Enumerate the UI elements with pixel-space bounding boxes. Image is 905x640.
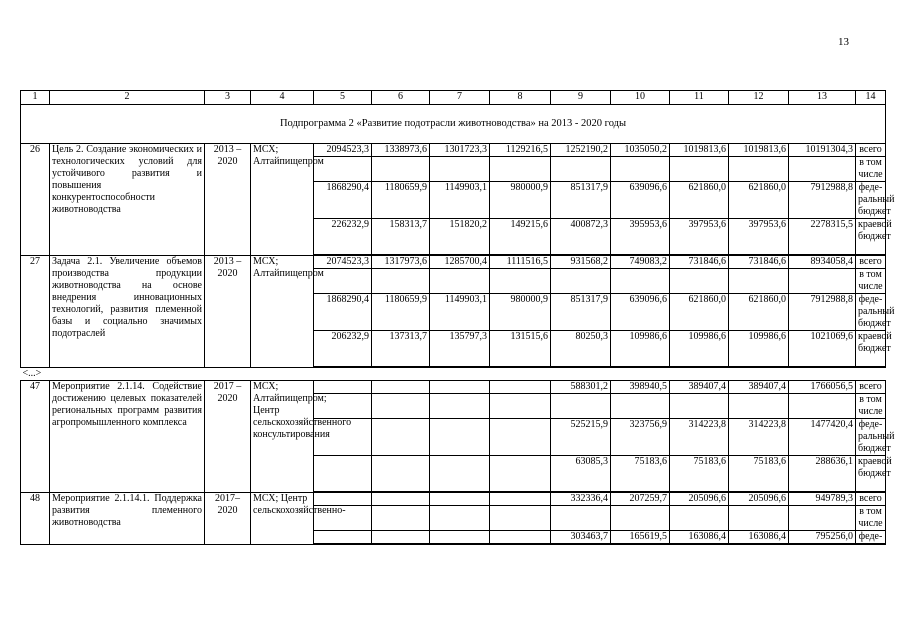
value-cell — [372, 456, 430, 492]
value-cell — [490, 157, 551, 182]
value-cell: 1180659,9 — [372, 182, 430, 219]
value-cell: 75183,6 — [670, 456, 729, 492]
value-cell: 1338973,6 — [372, 144, 430, 157]
value-cell: 63085,3 — [551, 456, 611, 492]
value-cell: 1021069,6 — [789, 331, 856, 367]
funding-label: феде-ральный бюджет — [856, 419, 886, 456]
value-cell: 314223,8 — [729, 419, 789, 456]
value-cell — [670, 269, 729, 294]
value-cell — [611, 506, 670, 531]
col-header: 3 — [205, 91, 251, 105]
value-cell: 131515,6 — [490, 331, 551, 367]
spacer-cell — [856, 544, 886, 545]
value-cell: 303463,7 — [551, 531, 611, 544]
value-cell: 10191304,3 — [789, 144, 856, 157]
value-cell — [611, 394, 670, 419]
value-cell — [430, 531, 490, 544]
ellipsis-marker: <...> — [21, 368, 886, 381]
value-cell — [551, 506, 611, 531]
value-cell — [314, 531, 372, 544]
value-cell: 1301723,3 — [430, 144, 490, 157]
value-cell: 1285700,4 — [430, 256, 490, 269]
value-cell — [670, 157, 729, 182]
value-cell: 731846,6 — [670, 256, 729, 269]
value-cell: 749083,2 — [611, 256, 670, 269]
col-header: 2 — [50, 91, 205, 105]
value-cell: 158313,7 — [372, 219, 430, 255]
executor: МСХ; Алтайпищепром; Центр сельскохозяйственного консультирования — [251, 381, 314, 493]
value-cell: 165619,5 — [611, 531, 670, 544]
value-cell — [729, 269, 789, 294]
value-cell: 1035050,2 — [611, 144, 670, 157]
spacer-cell — [611, 544, 670, 545]
value-cell: 135797,3 — [430, 331, 490, 367]
value-cell: 7912988,8 — [789, 294, 856, 331]
value-cell — [729, 506, 789, 531]
row-number: 27 — [21, 256, 50, 368]
value-cell — [789, 506, 856, 531]
value-cell: 205096,6 — [670, 493, 729, 506]
value-cell: 151820,2 — [430, 219, 490, 255]
value-cell: 1129216,5 — [490, 144, 551, 157]
value-cell: 80250,3 — [551, 331, 611, 367]
funding-label: всего — [856, 381, 886, 394]
value-cell: 207259,7 — [611, 493, 670, 506]
executor: МСХ; Центр сельскохозяйственно- — [251, 493, 314, 545]
funding-label: феде- — [856, 531, 886, 544]
subprogram-title: Подпрограмма 2 «Развитие подотрасли животноводства» на 2013 - 2020 годы — [21, 105, 886, 144]
value-cell: 226232,9 — [314, 219, 372, 255]
col-header: 13 — [789, 91, 856, 105]
executor: МСХ; Алтайпищепром — [251, 256, 314, 368]
period: 2017 – 2020 — [205, 381, 251, 493]
row-number: 26 — [21, 144, 50, 256]
spacer-cell — [551, 544, 611, 545]
value-cell — [670, 394, 729, 419]
value-cell: 389407,4 — [670, 381, 729, 394]
value-cell — [490, 506, 551, 531]
value-cell: 205096,6 — [729, 493, 789, 506]
value-cell: 397953,6 — [729, 219, 789, 255]
value-cell — [490, 493, 551, 506]
value-cell — [430, 157, 490, 182]
spacer-cell — [372, 544, 430, 545]
value-cell: 1180659,9 — [372, 294, 430, 331]
table-row — [21, 144, 886, 157]
value-cell — [430, 493, 490, 506]
col-header: 10 — [611, 91, 670, 105]
value-cell — [372, 381, 430, 394]
value-cell: 2074523,3 — [314, 256, 372, 269]
value-cell: 314223,8 — [670, 419, 729, 456]
item-name: Мероприятие 2.1.14. Содействие достижению целевых показателей региональных программ развития агропромышленного комплекса — [50, 381, 205, 493]
value-cell: 163086,4 — [670, 531, 729, 544]
col-header: 5 — [314, 91, 372, 105]
funding-label: в том числе — [856, 269, 886, 294]
value-cell — [372, 493, 430, 506]
value-cell: 1252190,2 — [551, 144, 611, 157]
value-cell — [372, 157, 430, 182]
value-cell: 795256,0 — [789, 531, 856, 544]
value-cell: 621860,0 — [670, 294, 729, 331]
value-cell: 851317,9 — [551, 294, 611, 331]
value-cell: 2278315,5 — [789, 219, 856, 255]
value-cell — [789, 394, 856, 419]
value-cell: 137313,7 — [372, 331, 430, 367]
value-cell: 1766056,5 — [789, 381, 856, 394]
funding-label: феде-ральный бюджет — [856, 294, 886, 331]
spacer-cell — [490, 544, 551, 545]
value-cell — [611, 269, 670, 294]
value-cell — [551, 269, 611, 294]
value-cell: 621860,0 — [729, 182, 789, 219]
spacer-cell — [729, 544, 789, 545]
value-cell — [789, 269, 856, 294]
value-cell: 1019813,6 — [729, 144, 789, 157]
value-cell — [314, 381, 372, 394]
value-cell: 109986,6 — [611, 331, 670, 367]
value-cell: 1149903,1 — [430, 294, 490, 331]
value-cell: 1317973,6 — [372, 256, 430, 269]
value-cell — [430, 506, 490, 531]
value-cell: 731846,6 — [729, 256, 789, 269]
value-cell: 1477420,4 — [789, 419, 856, 456]
value-cell — [372, 394, 430, 419]
funding-label: феде-ральный бюджет — [856, 182, 886, 219]
value-cell — [729, 394, 789, 419]
value-cell — [551, 394, 611, 419]
value-cell — [372, 531, 430, 544]
col-header: 8 — [490, 91, 551, 105]
value-cell: 980000,9 — [490, 294, 551, 331]
value-cell: 1111516,5 — [490, 256, 551, 269]
value-cell — [551, 157, 611, 182]
column-number-row — [21, 91, 886, 105]
spacer-cell — [670, 544, 729, 545]
value-cell — [314, 456, 372, 492]
item-name: Мероприятие 2.1.14.1. Поддержка развития племенного животноводства — [50, 493, 205, 545]
value-cell — [490, 419, 551, 456]
value-cell — [490, 531, 551, 544]
value-cell — [372, 269, 430, 294]
value-cell — [372, 506, 430, 531]
col-header: 7 — [430, 91, 490, 105]
value-cell: 75183,6 — [611, 456, 670, 492]
item-name: Задача 2.1. Увеличение объемов производства продукции животноводства на основе внедрения инновационных технологий, развития племенной базы и социально значимых подотраслей — [50, 256, 205, 368]
value-cell: 949789,3 — [789, 493, 856, 506]
value-cell — [670, 506, 729, 531]
period: 2017– 2020 — [205, 493, 251, 545]
executor: МСХ; Алтайпищепром — [251, 144, 314, 256]
row-number: 48 — [21, 493, 50, 545]
value-cell — [490, 381, 551, 394]
value-cell: 1868290,4 — [314, 294, 372, 331]
value-cell — [789, 157, 856, 182]
spacer-cell — [430, 544, 490, 545]
value-cell: 75183,6 — [729, 456, 789, 492]
funding-label: краевой бюджет — [856, 456, 886, 492]
value-cell: 389407,4 — [729, 381, 789, 394]
value-cell: 588301,2 — [551, 381, 611, 394]
value-cell: 525215,9 — [551, 419, 611, 456]
value-cell — [490, 269, 551, 294]
col-header: 12 — [729, 91, 789, 105]
value-cell — [490, 456, 551, 492]
col-header: 1 — [21, 91, 50, 105]
value-cell: 398940,5 — [611, 381, 670, 394]
col-header: 14 — [856, 91, 886, 105]
row-number: 47 — [21, 381, 50, 493]
funding-label: краевой бюджет — [856, 331, 886, 367]
item-name: Цель 2. Создание экономических и технологических условий для устойчивого развития и повышения конкурентоспособности животноводства — [50, 144, 205, 256]
value-cell: 931568,2 — [551, 256, 611, 269]
value-cell: 400872,3 — [551, 219, 611, 255]
value-cell — [490, 394, 551, 419]
value-cell — [430, 269, 490, 294]
table-row — [21, 493, 886, 506]
funding-label: всего — [856, 144, 886, 157]
budget-table — [20, 90, 895, 545]
funding-label: краевой бюджет — [856, 219, 886, 255]
value-cell — [611, 157, 670, 182]
value-cell: 639096,6 — [611, 294, 670, 331]
value-cell: 109986,6 — [729, 331, 789, 367]
value-cell — [430, 419, 490, 456]
value-cell: 1149903,1 — [430, 182, 490, 219]
funding-label: всего — [856, 493, 886, 506]
value-cell: 109986,6 — [670, 331, 729, 367]
funding-label: в том числе — [856, 157, 886, 182]
value-cell: 639096,6 — [611, 182, 670, 219]
value-cell — [314, 493, 372, 506]
value-cell: 397953,6 — [670, 219, 729, 255]
value-cell: 163086,4 — [729, 531, 789, 544]
period: 2013 – 2020 — [205, 256, 251, 368]
value-cell: 288636,1 — [789, 456, 856, 492]
value-cell: 149215,6 — [490, 219, 551, 255]
value-cell: 1019813,6 — [670, 144, 729, 157]
col-header: 9 — [551, 91, 611, 105]
col-header: 6 — [372, 91, 430, 105]
value-cell: 206232,9 — [314, 331, 372, 367]
value-cell: 851317,9 — [551, 182, 611, 219]
spacer-cell — [314, 544, 372, 545]
value-cell — [430, 381, 490, 394]
value-cell — [430, 456, 490, 492]
value-cell: 323756,9 — [611, 419, 670, 456]
funding-label: всего — [856, 256, 886, 269]
subprogram-row — [21, 105, 886, 144]
spacer-cell — [789, 544, 856, 545]
value-cell: 1868290,4 — [314, 182, 372, 219]
value-cell: 621860,0 — [670, 182, 729, 219]
ellipsis-row — [21, 368, 886, 381]
period: 2013 – 2020 — [205, 144, 251, 256]
funding-label: в том числе — [856, 394, 886, 419]
value-cell: 7912988,8 — [789, 182, 856, 219]
value-cell — [729, 157, 789, 182]
table-row — [21, 381, 886, 394]
col-header: 4 — [251, 91, 314, 105]
value-cell: 332336,4 — [551, 493, 611, 506]
value-cell — [430, 394, 490, 419]
value-cell: 980000,9 — [490, 182, 551, 219]
value-cell: 395953,6 — [611, 219, 670, 255]
value-cell: 2094523,3 — [314, 144, 372, 157]
value-cell — [372, 419, 430, 456]
table-row — [21, 256, 886, 269]
value-cell: 8934058,4 — [789, 256, 856, 269]
page-number: 13 — [838, 36, 849, 48]
col-header: 11 — [670, 91, 729, 105]
funding-label: в том числе — [856, 506, 886, 531]
value-cell: 621860,0 — [729, 294, 789, 331]
